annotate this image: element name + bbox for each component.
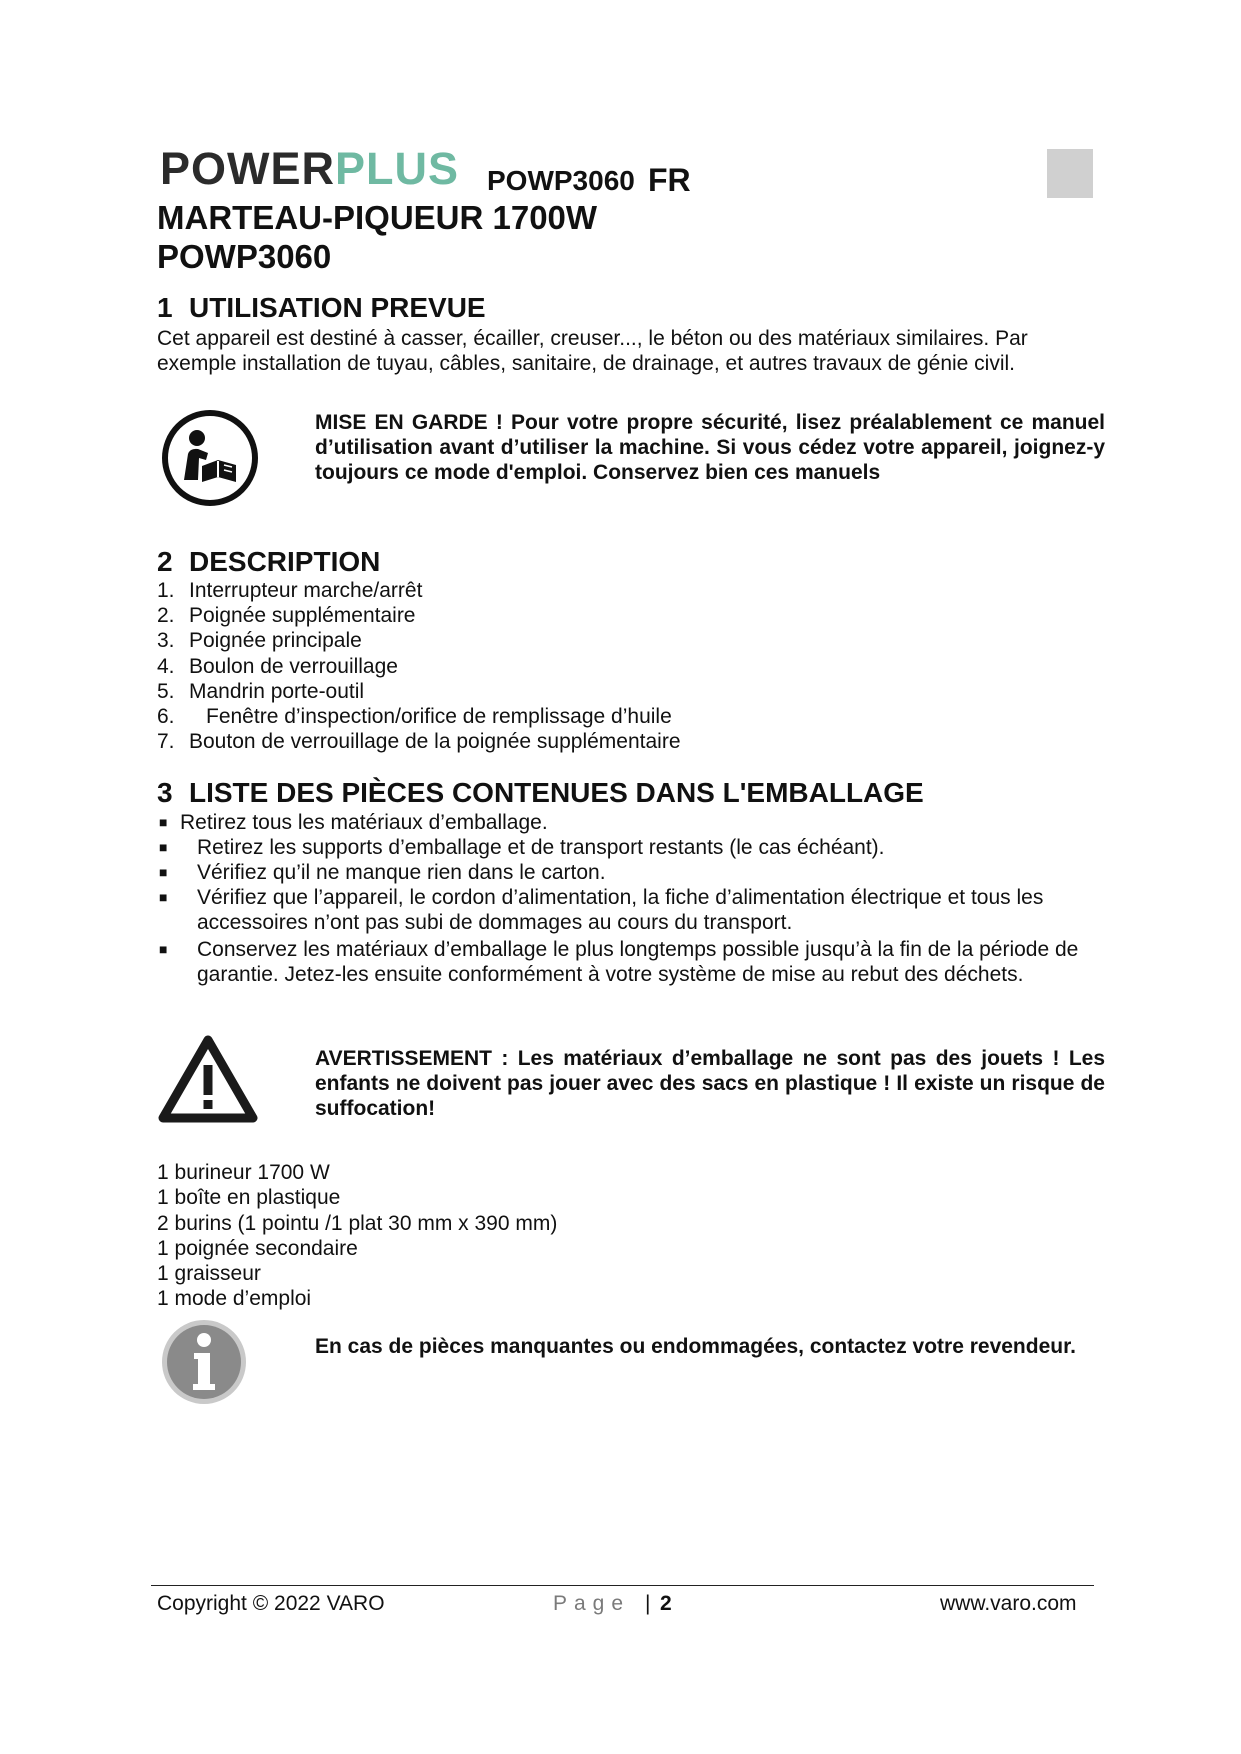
list-item [157, 603, 681, 628]
section-1-heading [157, 292, 486, 324]
list-item: 1 boîte en plastique [157, 1186, 341, 1210]
list-item: 1 burineur 1700 W [157, 1161, 330, 1184]
list-item [157, 835, 1097, 860]
list-item [157, 937, 1097, 987]
list-item [157, 729, 681, 754]
section-number: 3 [157, 777, 173, 808]
section-2-heading [157, 546, 380, 578]
bullet: ■ [159, 889, 168, 905]
warning-triangle-icon [158, 1034, 258, 1124]
list-item: 1 poignée secondaire [157, 1236, 358, 1260]
list-item [157, 885, 1097, 935]
item-text: Conservez les matériaux d’emballage le plus longtemps possible jusqu’à la fin de la période de garantie. Jetez-les ensuite conformément à votre système de mise au rebut des déchets. [197, 938, 1079, 986]
bullet: ■ [159, 864, 168, 880]
corner-marker [1047, 149, 1093, 198]
item-number: 3. [157, 629, 175, 653]
list-item [157, 679, 681, 704]
packaging-warning-text: AVERTISSEMENT : Les matériaux d’emballage ne sont pas des jouets ! Les enfants ne doivent pas jouer avec des sacs en plastique ! Il existe un risque de suffocation! [315, 1047, 1105, 1120]
item-text: Retirez tous les matériaux d’emballage. [180, 811, 548, 834]
section-title: LISTE DES PIÈCES CONTENUES DANS L'EMBALLAGE [189, 777, 924, 808]
packaging-instructions-list [157, 810, 1097, 987]
page-subtitle: POWP3060 [157, 238, 332, 275]
item-text: Bouton de verrouillage de la poignée supplémentaire [189, 730, 681, 754]
list-item: 1 graisseur [157, 1262, 261, 1286]
item-text: Retirez les supports d’emballage et de transport restants (le cas échéant). [197, 836, 885, 859]
item-number: 7. [157, 730, 175, 754]
section-title: DESCRIPTION [189, 546, 381, 577]
powerplus-logo [160, 143, 460, 194]
footer-separator: | [645, 1592, 651, 1615]
item-text: Fenêtre d’inspection/orifice de remplissage d’huile [206, 705, 672, 729]
list-item [157, 860, 1097, 885]
logo-green-part: PLUS [335, 143, 460, 194]
safety-warning-text: MISE EN GARDE ! Pour votre propre sécurité, lisez préalablement ce manuel d’utilisation avant d’utiliser la machine. Si vous cédez votre appareil, joignez-y toujours ce mode d'emploi. Conservez bien ces manuels [315, 411, 1105, 484]
list-item [157, 628, 681, 653]
item-number: 4. [157, 654, 175, 678]
list-item: 2 burins (1 pointu /1 plat 30 mm x 390 mm) [157, 1211, 558, 1235]
section-number: 1 [157, 292, 173, 323]
item-text: Interrupteur marche/arrêt [189, 579, 423, 602]
model-code: POWP3060 [487, 165, 635, 196]
list-item: 1 mode d’emploi [157, 1287, 312, 1311]
bullet: ■ [159, 814, 168, 830]
footer-divider [151, 1585, 1094, 1586]
bullet: ■ [159, 839, 168, 855]
section-number: 2 [157, 546, 173, 577]
item-number: 2. [157, 604, 175, 628]
footer-page-label: Page [553, 1592, 631, 1615]
list-item [157, 578, 681, 603]
read-manual-icon [160, 408, 260, 508]
logo-dark-part: POWER [160, 143, 336, 194]
item-number: 1. [157, 579, 175, 602]
item-text: Vérifiez que l’appareil, le cordon d’alimentation, la fiche d’alimentation électrique et tous les accessoires n’ont pas subi de dommages au cours du transport. [197, 886, 1044, 934]
item-number: 6. [157, 705, 175, 729]
bullet: ■ [159, 941, 168, 957]
package-contents-list [157, 1160, 557, 1312]
description-list [157, 578, 681, 754]
list-item [157, 654, 681, 679]
item-text: Poignée principale [189, 629, 362, 653]
info-icon [160, 1318, 248, 1406]
page-title: MARTEAU-PIQUEUR 1700W [157, 199, 598, 236]
language-code: FR [648, 162, 691, 198]
item-text: Boulon de verrouillage [189, 654, 398, 678]
footer-page-number: 2 [660, 1592, 672, 1615]
item-text: Mandrin porte-outil [189, 679, 365, 703]
list-item [157, 810, 1097, 835]
section-1-body: Cet appareil est destiné à casser, écailler, creuser..., le béton ou des matériaux similaires. Par exemple installation de tuyau, câbles, sanitaire, de drainage, et autres travaux de génie civil. [157, 327, 1028, 375]
item-number: 5. [157, 679, 175, 703]
item-text: Vérifiez qu’il ne manque rien dans le carton. [197, 861, 606, 884]
section-3-heading [157, 777, 924, 809]
footer-copyright: Copyright © 2022 VARO [157, 1592, 385, 1615]
item-text: Poignée supplémentaire [189, 604, 416, 628]
list-item [157, 704, 681, 729]
footer-website: www.varo.com [940, 1592, 1077, 1615]
missing-parts-notice: En cas de pièces manquantes ou endommagées, contactez votre revendeur. [315, 1335, 1076, 1358]
section-title: UTILISATION PREVUE [189, 292, 486, 323]
